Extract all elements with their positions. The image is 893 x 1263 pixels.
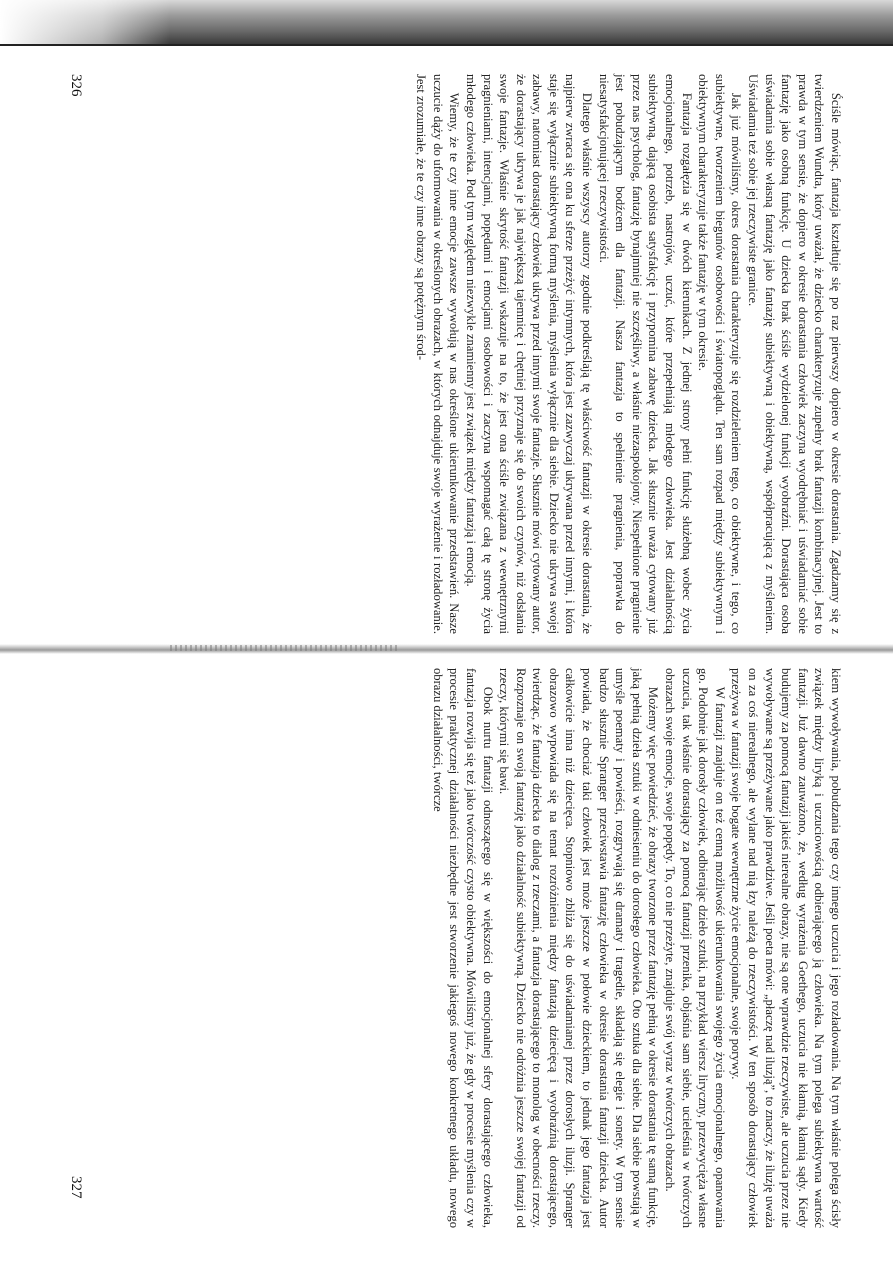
page-326	[60, 74, 850, 634]
page-327	[60, 668, 850, 1228]
paragraph: Ściśle mówiąc, fantazja kształtuje się po raz pierwszy dopiero w okresie dorastania. Zgadzamy się z twierdzeniem Wundta, który uważał, że dziecko charakteryzuje zupełny brak fantazji kombinacyjnej. Jest to prawda w tym sensie, że dopiero w okresie dorastania człowiek zaczyna wyodrębniać i uświadamiać sobie fantazję jako osobną funkcję. U dziecka brak ściśle wydzielonej funkcji wyobraźni. Dorastająca osoba uświadamia sobie własną fantazję jako fantazję subiektywną i obiektywną, współpracującą z myśleniem. Uświadamia też sobie jej rzeczywiste granice.	[746, 74, 843, 634]
book-gutter	[0, 644, 893, 654]
scan-top-edge-fade	[0, 0, 170, 44]
paragraph: Dlatego właśnie wszyscy autorzy zgodnie podkreślają tę właściwość fantazji w okresie dorastania, że najpierw zwraca się ona ku sferze przeżyć intymnych, która jest zazwyczaj ukrywana przed innymi, i która staje się wyłącznie subiektywną formą myślenia, myślenia wyłącznie dla siebie. Dziecko nie ukrywa swojej zabawy, natomiast dorastający człowiek ukrywa przed innymi swoje fantazje. Słusznie mówi cytowany autor, że dorastający ukrywa je jak największą tajemnicę i chętniej przyznaje się do swoich czynów, niż odsłania swoje fantazje. Właśnie skrytość fantazji wskazuje na to, że jest ona ściśle związana z wewnętrznymi pragnieniami, intencjami, popędami i emocjami osobowości i zaczyna wspomagać całą tę stronę życia młodego człowieka. Pod tym względem niezwykle znamienny jest związek między fantazją i emocją.	[463, 74, 595, 634]
paragraph: Możemy więc powiedzieć, że obrazy tworzone przez fantazję pełnią w okresie dorastania tę samą funkcję, jaką pełnią dzieła sztuki w odniesieniu do dorosłego człowieka. Oto sztuka dla siebie. Dla siebie powstają w umyśle poematy i powieści, rozgrywają się dramaty i tragedie, składają się elegie i sonety. W tym sensie bardzo słusznie Spranger przeciwstawia fantazję człowieka w okresie dorastania fantazji dziecka. Autor powiada, że chociaż taki człowiek jest może jeszcze w połowie dzieckiem, to jednak jego fantazja jest całkowicie inna niż dziecięca. Stopniowo zbliża się do uświadamianej przez dorosłych iluzji. Spranger obrazowo wypowiada się na temat rozróżnienia między fantazją dziecięcą i wyobraźnią dorastającego, twierdząc, że fantazja dziecka to dialog z rzeczami, a fantazja dorastającego to monolog w obecności rzeczy. Rozpoznaje on swoją fantazję jako działalność subiektywną. Dziecko nie odróżnia jeszcze swojej fantazji od rzeczy, którymi się bawi.	[497, 668, 661, 1228]
page-326-text	[413, 74, 844, 634]
scan-top-edge	[0, 0, 893, 46]
gutter-speckle	[170, 645, 400, 651]
page-327-text	[429, 668, 844, 1228]
paragraph: Jak już mówiliśmy, okres dorastania charakteryzuje się rozdzieleniem tego, co obiektywne, i tego, co subiektywne, tworzeniem biegunów osobowości i światopoglądu. Ten sam rozpad między subiektywnym i obiektywnym charakteryzuje także fantazję w tym okresie.	[696, 74, 744, 634]
paragraph: W fantazji znajduje on też cenną możliwość ukierunkowania swojego życia emocjonalnego, opanowania go. Podobnie jak dorosły człowiek, odbierając dzieło sztuki, na przykład wiersz liryczny, przezwycięża własne uczucia, tak właśnie dorastający za pomocą fantazji przenika, objaśnia sam siebie, ucieleśnia w twórczych obrazach swoje emocje, swoje popędy. To, co nie przeżyte, znajduje swój wyraz w twórczych obrazach.	[663, 668, 727, 1228]
paragraph: Fantazja rozgałęzia się w dwóch kierunkach. Z jednej strony pełni funkcję służebną wobec życia emocjonalnego, potrzeb, nastrojów, uczuć, które przepełniają młodego człowieka. Jest działalnością subiektywną, dającą osobista satysfakcję i przypomina zabawę dziecka. Jak słusznie uważa cytowany już przez nas psycholog, fantazję bynajmniej nie szczęśliwy, a właśnie niezaspokojony. Niespełnione pragnienie jest pobudzającym bodźcem dla fantazji. Nasza fantazja to spełnienie pragnienia, poprawka do niesatysfakcjonującej rzeczywistości.	[596, 74, 694, 634]
page-number: 327	[68, 1176, 84, 1199]
paragraph: Obok nurtu fantazji odnoszącego się w większości do emocjonalnej sfery dorastającego człowieka, fantazja rozwija się też jako twórczość czysto obiektywna. Mówiliśmy już, że gdy w procesie myślenia czy w procesie praktycznej działalności niezbędne jest stworzenie jakiegoś nowego konkretnego układu, nowego obrazu działalności, twórcze	[430, 668, 495, 1228]
paragraph: kiem wywoływania, pobudzania tego czy innego uczucia i jego rozładowania. Na tym właśnie polega ścisły związek między liryką i uczuciowością odbierającego ją człowieka. Na tym polega subiektywna wartość fantazji. Już dawno zauważono, że, według wyrażenia Goethego, uczucia nie kłamią, kłamią sądy. Kiedy budujemy za pomocą fantazji jakieś nierealne obrazy, nie są one wprawdzie rzeczywiste, ale uczucia przez nie wywoływane są przeżywane jako prawdziwe. Jeśli poeta mówi: „płaczę nad iluzją”, to znaczy, że iluzję uważa on za coś nierealnego, ale wylane nad nią łzy należą do rzeczywistości. W ten sposób dorastający człowiek przeżywa w fantazji swoje bogate wewnętrzne życie emocjonalne, swoje porywy.	[729, 668, 843, 1228]
paragraph: Wiemy, że te czy inne emocje zawsze wywołują w nas określone ukierunkowanie przedstawień. Nasze uczucie dąży do uformowania w określonych obrazach, w których odnajduje swoje wyrażenie i rozładowanie. Jest zrozumiałe, że te czy inne obrazy są potężnym środ-	[414, 74, 462, 634]
page-number: 326	[68, 74, 84, 97]
